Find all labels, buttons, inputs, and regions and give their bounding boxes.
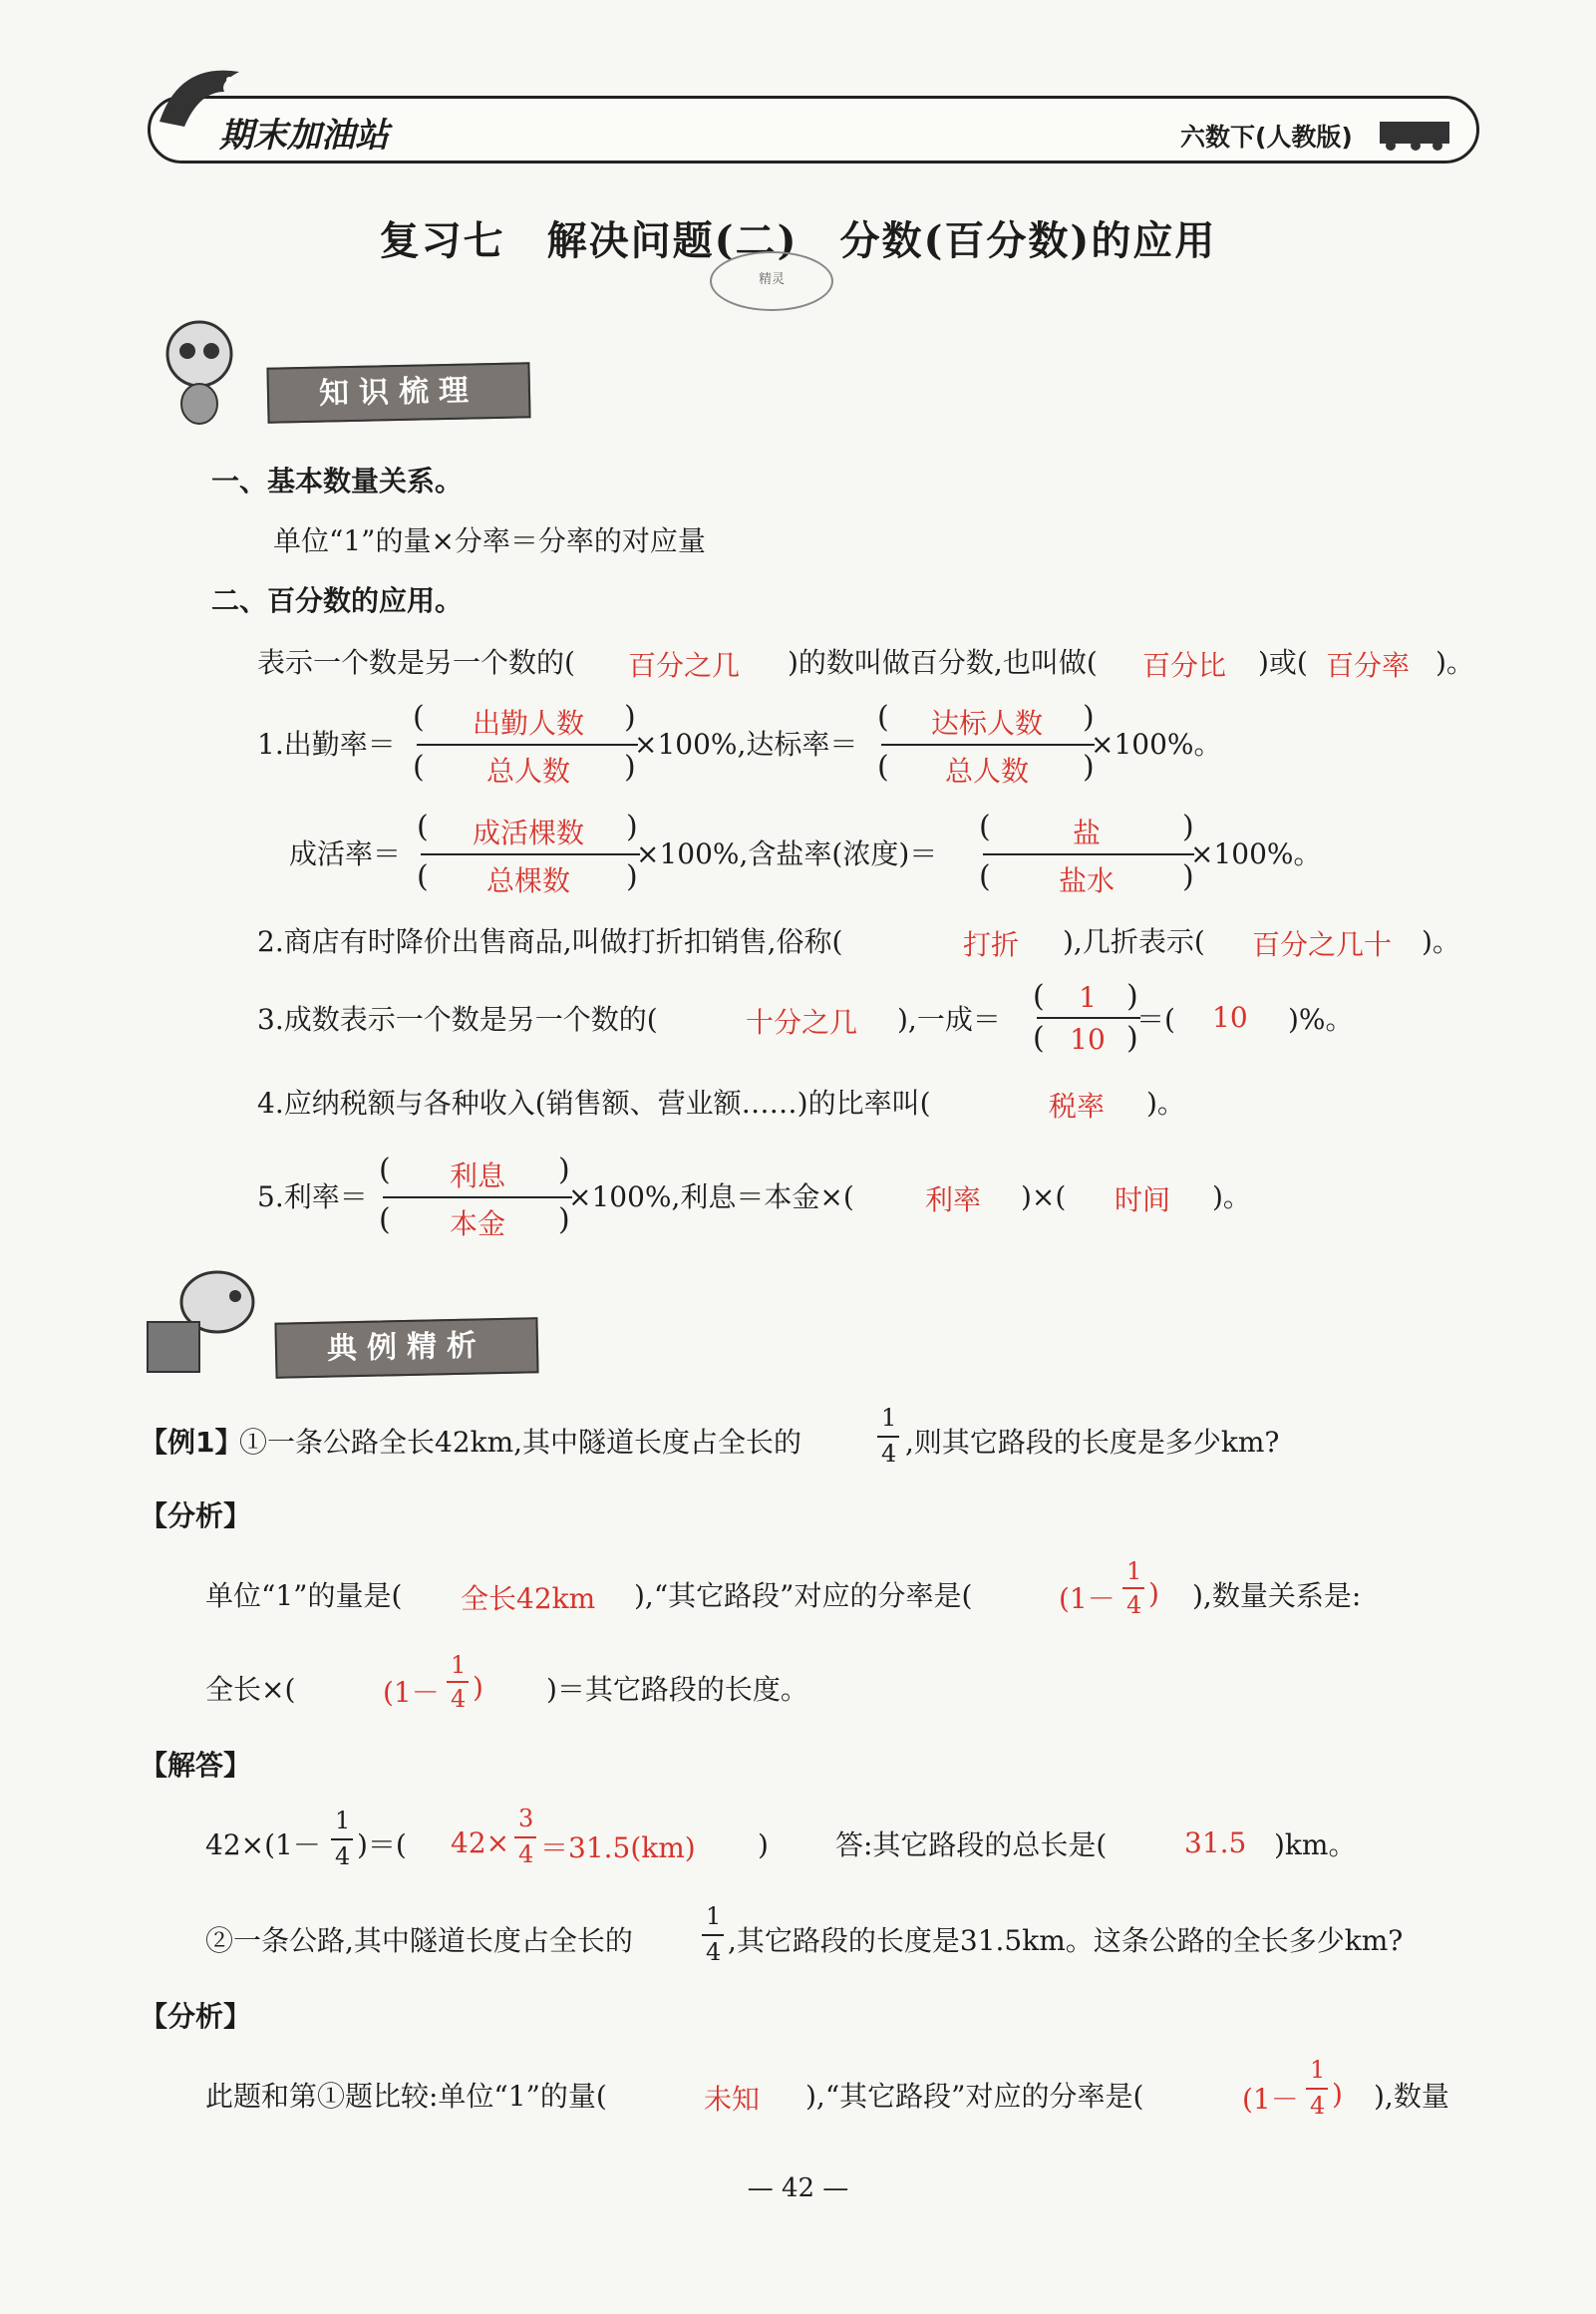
basic-relation: 单位“1”的量×分率＝分率的对应量 (273, 524, 706, 557)
text: 此题和第①题比较:单位“1”的量( (205, 2080, 607, 2113)
denominator: 4 (518, 1840, 534, 1868)
answer: (1－ (383, 1676, 440, 1709)
numerator: 盐 (1072, 817, 1101, 849)
paren: ) (1083, 700, 1095, 735)
text: 全长×( (205, 1673, 296, 1706)
numerator: 1 (706, 1902, 722, 1930)
text: )＝( (357, 1828, 407, 1861)
denominator: 10 (1070, 1023, 1106, 1056)
paren: ) (624, 750, 636, 785)
text: 成活率＝ (289, 837, 402, 870)
text: 5.利率＝ (257, 1180, 368, 1213)
paren: ) (558, 1202, 570, 1237)
answer: ) (1332, 2078, 1343, 2111)
answer: 42× (451, 1826, 510, 1859)
text: 答:其它路段的总长是( (835, 1828, 1108, 1861)
answer: 未知 (704, 2083, 761, 2116)
answer: 利率 (925, 1183, 982, 1216)
paren: ( (979, 859, 991, 894)
answer: (1－ (1059, 1582, 1116, 1615)
paren: ( (379, 1202, 391, 1237)
numerator: 1 (1079, 981, 1097, 1014)
heading-basic: 一、基本数量关系。 (211, 465, 464, 497)
paren: ( (413, 750, 425, 785)
text: ×100%,含盐率(浓度)＝ (636, 837, 938, 870)
paren: ( (379, 1153, 391, 1187)
page-number: — 42 — (747, 2173, 849, 2203)
denominator: 总人数 (944, 755, 1029, 788)
text: ×100%。 (1091, 728, 1222, 761)
text: 3.成数表示一个数是另一个数的( (257, 1003, 658, 1036)
answer: (1－ (1242, 2083, 1299, 2116)
paren: ( (979, 810, 991, 844)
text: )的数叫做百分数,也叫做( (788, 646, 1098, 679)
denominator: 4 (706, 1938, 722, 1966)
text: )＝其它路段的长度。 (546, 1673, 808, 1706)
answer: 百分之几十 (1252, 928, 1393, 961)
paren: ( (417, 859, 429, 894)
solve-tag: 【解答】 (140, 1749, 252, 1782)
answer: 10 (1212, 1001, 1248, 1034)
text: )。 (1212, 1180, 1251, 1213)
denominator: 4 (335, 1842, 351, 1870)
fraction-bar (702, 1934, 724, 1936)
heading-percent: 二、百分数的应用。 (211, 584, 464, 617)
denominator: 总棵数 (485, 864, 570, 897)
fraction-bar (417, 744, 638, 746)
fraction-bar (421, 853, 640, 855)
numerator: 3 (518, 1805, 534, 1832)
denominator: 总人数 (485, 755, 570, 788)
denominator: 盐水 (1058, 864, 1115, 897)
train-icon (1376, 112, 1455, 152)
numerator: 1 (335, 1807, 351, 1834)
text: ＝( (1136, 1003, 1175, 1036)
question-text: ,则其它路段的长度是多少km? (905, 1426, 1280, 1459)
page-title: 复习七 解决问题(二) 分数(百分数)的应用 (379, 217, 1217, 264)
paren: ( (1033, 1021, 1045, 1056)
numerator: 1 (1126, 1557, 1142, 1585)
answer: 31.5 (1184, 1826, 1247, 1859)
answer: 百分率 (1326, 649, 1411, 682)
text: ),几折表示( (1063, 925, 1205, 958)
text: )×( (1021, 1180, 1067, 1213)
text: 42×(1－ (205, 1828, 321, 1861)
denominator: 4 (1126, 1591, 1142, 1619)
answer: 时间 (1115, 1183, 1171, 1216)
numerator: 1 (881, 1404, 897, 1432)
text: 单位“1”的量是( (205, 1579, 403, 1612)
text: ),一成＝ (897, 1003, 1001, 1036)
question-text: ,其它路段的长度是31.5km。这条公路的全长多少km? (728, 1924, 1404, 1957)
text: )。 (1146, 1087, 1185, 1120)
analysis-tag: 【分析】 (140, 1499, 252, 1532)
fraction-bar (514, 1836, 536, 1838)
fraction-bar (877, 1436, 899, 1438)
text: 4.应纳税额与各种收入(销售额、营业额……)的比率叫( (257, 1087, 931, 1120)
answer: 打折 (963, 928, 1020, 961)
section-examples: 典例精析 (274, 1317, 538, 1379)
stamp: 精灵 (710, 251, 833, 311)
fraction-bar (331, 1838, 353, 1840)
text: ×100%,达标率＝ (634, 728, 858, 761)
header-grade: 六数下(人教版) (1180, 123, 1353, 152)
answer: 税率 (1049, 1090, 1106, 1123)
fraction-bar (1122, 1587, 1144, 1589)
question-text: ②一条公路,其中隧道长度占全长的 (205, 1924, 633, 1957)
answer: ) (473, 1671, 483, 1704)
numerator: 1 (451, 1651, 467, 1679)
text: ) (758, 1828, 769, 1861)
fraction-bar (1306, 2088, 1328, 2090)
text: )%。 (1288, 1003, 1354, 1036)
denominator: 4 (1310, 2092, 1326, 2120)
numerator: 成活棵数 (472, 817, 584, 849)
answer: 百分之几 (628, 649, 741, 682)
paren: ) (626, 810, 638, 844)
denominator: 4 (881, 1440, 897, 1468)
paren: ( (877, 750, 889, 785)
denominator: 4 (451, 1685, 467, 1713)
section-knowledge: 知识梳理 (266, 362, 530, 424)
fraction-bar (1037, 1017, 1140, 1019)
text: ),数量关系是: (1192, 1579, 1362, 1612)
text: ×100%,利息＝本金×( (568, 1180, 854, 1213)
text: )。 (1436, 646, 1474, 679)
fraction-bar (447, 1681, 469, 1683)
answer: ＝31.5(km) (540, 1831, 696, 1864)
text: ),“其它路段”对应的分率是( (634, 1579, 973, 1612)
paren: ( (417, 810, 429, 844)
text: )或( (1258, 646, 1308, 679)
text: ),“其它路段”对应的分率是( (805, 2080, 1144, 2113)
fraction-bar (881, 744, 1095, 746)
paren: ( (413, 700, 425, 735)
dog-mascot-icon (140, 1252, 269, 1382)
answer: 全长42km (461, 1582, 596, 1615)
answer: 十分之几 (746, 1006, 858, 1039)
paren: ) (626, 859, 638, 894)
bee-mascot-icon (140, 299, 249, 429)
numerator: 出勤人数 (472, 707, 584, 740)
text: )km。 (1274, 1828, 1357, 1861)
text: 2.商店有时降价出售商品,叫做打折扣销售,俗称( (257, 925, 843, 958)
paren: ) (1126, 979, 1138, 1014)
fraction-bar (383, 1196, 572, 1198)
paren: ( (877, 700, 889, 735)
text: )。 (1422, 925, 1460, 958)
numerator: 利息 (449, 1159, 505, 1192)
text: ),数量 (1374, 2080, 1449, 2113)
fraction-bar (983, 853, 1194, 855)
paren: ) (1182, 810, 1194, 844)
question-text: ①一条公路全长42km,其中隧道长度占全长的 (239, 1426, 802, 1459)
paren: ) (624, 700, 636, 735)
paren: ) (1083, 750, 1095, 785)
denominator: 本金 (449, 1207, 505, 1240)
example-tag: 【例1】 (140, 1426, 243, 1459)
numerator: 1 (1310, 2056, 1326, 2084)
text: 1.出勤率＝ (257, 728, 396, 761)
paren: ) (1182, 859, 1194, 894)
analysis-tag: 【分析】 (140, 2000, 252, 2033)
paren: ) (1126, 1021, 1138, 1056)
paren: ( (1033, 979, 1045, 1014)
text: ×100%。 (1190, 837, 1322, 870)
numerator: 达标人数 (930, 707, 1043, 740)
answer: 百分比 (1142, 649, 1227, 682)
text: 表示一个数是另一个数的( (257, 646, 575, 679)
header-title: 期末加油站 (219, 116, 389, 156)
paren: ) (558, 1153, 570, 1187)
answer: ) (1148, 1577, 1159, 1610)
